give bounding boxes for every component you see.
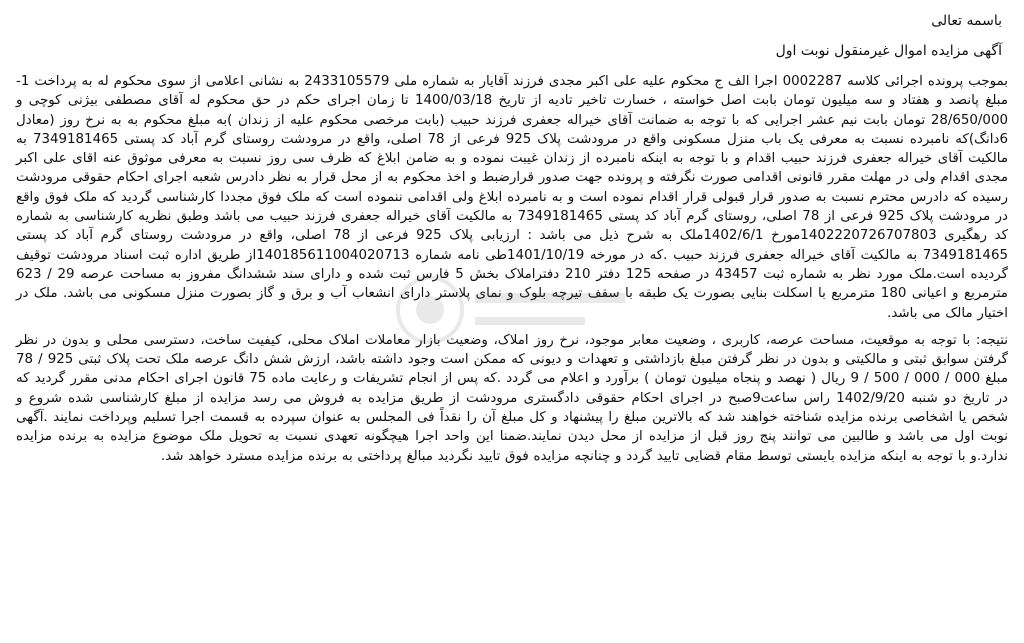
notice-paragraph-result-auction: نتیجه: با توجه به موقعیت، مساحت عرصه، کاربری ، وضعیت معابر موجود، نرخ روز املاک، وضعیت بازار معاملات املاک محلی، کیفیت ساخت، دسترسی محلی و بدون در نظر گرفتن سوابق ثبتی و مالکیتی و بدون در نظر گرفتن مبلغ بازداشتی و تعهدات و دیونی که ممکن است وجود داشته باشد، ارزش شش دانگ عرصه ملک تحت پلاک ثبتی 925 / 78 مبلغ 000 / 000 / 500 / 9 ریال ( نهصد و پنجاه میلیون تومان ) برآورد و اعلام می گردد .که پس از انجام تشریفات و رعایت ماده 75 قانون اجرای احکام مدنی مقرر گردید که در تاریخ دو شنبه 1402/9/20 راس ساعت9صبح در اجرای احکام حقوقی دادگستری مرودشت از طریق مزایده به فروش می رسد مزایده از مبلغ کارشناسی شده شروع و شخص یا اشخاصی برنده مزایده شناخته خواهند شد که بالاترین مبلغ را پیشنهاد و کل مبلغ آن را نقداً فی المجلس به عنوان سپرده به قسمت اجرا تسلیم وپرداخت نمایند .آگهی نوبت اول می باشد و طالبین می توانند پنج روز قبل از مزایده از محل دیدن نمایند.ضمنا این واحد اجرا هیچگونه تعهدی نسبت به تحویل ملک موضوع مزایده به برنده مزایده ندارد.و با توجه به اینکه مزایده بایستی توسط مقام قضایی تایید گردد و چنانچه مزایده فوق تایید نگردید مبالغ پرداختی به برنده مزایده مسترد خواهد شد. — [16, 332, 1009, 464]
notice-paragraph-case-details: بموجب پرونده اجرائی کلاسه 0002287 اجرا الف ج محکوم علیه علی اکبر مجدی فرزند آقایار به شماره ملی 2433105579 به نشانی اعلامی از سوی محکوم له به پرداخت 1-مبلغ پانصد و هفتاد و سه میلیون تومان بابت اصل خواسته ، خسارت تاخیر تادیه از تاریخ 1400/03/18 تا زمان اجرای حکم در حق محکوم له آقای مصطفی بیژنی کوچی و 28/650/000 تومان بابت نیم عشر اجرایی که با توجه به ضمانت آقای خیراله جعفری فرزند حبیب (بابت مرخصی محکوم علیه از زندان )به مبلغ محکوم به به نرخ روز (معادل 6دانگ)که نامبرده نسبت به معرفی یک باب منزل مسکونی واقع در مرودشت پلاک 925 فرعی از 78 اصلی، واقع در مرودشت روستای گرم آباد کد پستی 7349181465 به مالکیت آقای خیراله جعفری فرزند حبیب اقدام و با توجه به اینکه نامبرده از زندان غیبت نموده و به ضامن ابلاغ که ظرف سی روز نسبت به معرفی موثوق عنه اقای علی اکبر مجدی اقدام ولی در مهلت مقرر قانونی اقدامی صورت نگرفته و پرونده جهت صدور قرارضبط و اخذ محکوم به از محل قرار به نظر دادرس شعبه اجرای احکام حقوقی مرودشت رسیده که دادرس محترم نسبت به صدور قرار قبولی قرار اقدام نموده است و به نامبرده ابلاغ ولی اقدامی ننموده است که ملک فوق مجددا کارشناسی گردید که ملک فوق واقع در مرودشت پلاک 925 فرعی از 78 اصلی، روستای گرم آباد کد پستی 7349181465 به مالکیت آقای خیراله جعفری فرزند حبیب می باشد وطبق نظریه کارشناسی به شماره کد رهگیری 140222072670780‍3مورخ 1402/6/1ملک به شرح ذیل می باشد : ارزیابی پلاک 925 فرعی از 78 اصلی، واقع در مرودشت روستای گرم آباد کد پستی 7349181465 به مالکیت آقای خیراله جعفری فرزند حبیب .که در مورخه 1401/10/19طی نامه شماره 140185611004020713از طریق اداره ثبت اسناد مرودشت توقیف گردیده است.ملک مورد نظر به شماره ثبت 43457 در صفحه 125 دفتر 210 دفتراملاک بخش 5 فارس ثبت شده و دارای سند ششدانگ مفروز به مساحت عرصه 29 / 623 مترمربع و اعیانی 180 مترمربع با اسکلت بنایی بصورت یک طبقه با سقف تیرچه بلوک و نمای پلاستر دارای انشعاب آب و برق و گاز بصورت منزل مسکونی می باشد. ملک در اختیار مالک می باشد. — [16, 74, 1009, 321]
notice-heading: آگهی مزایده اموال غیرمنقول نوبت اول — [775, 43, 1002, 59]
basmala-line: باسمه تعالی — [931, 13, 1002, 29]
